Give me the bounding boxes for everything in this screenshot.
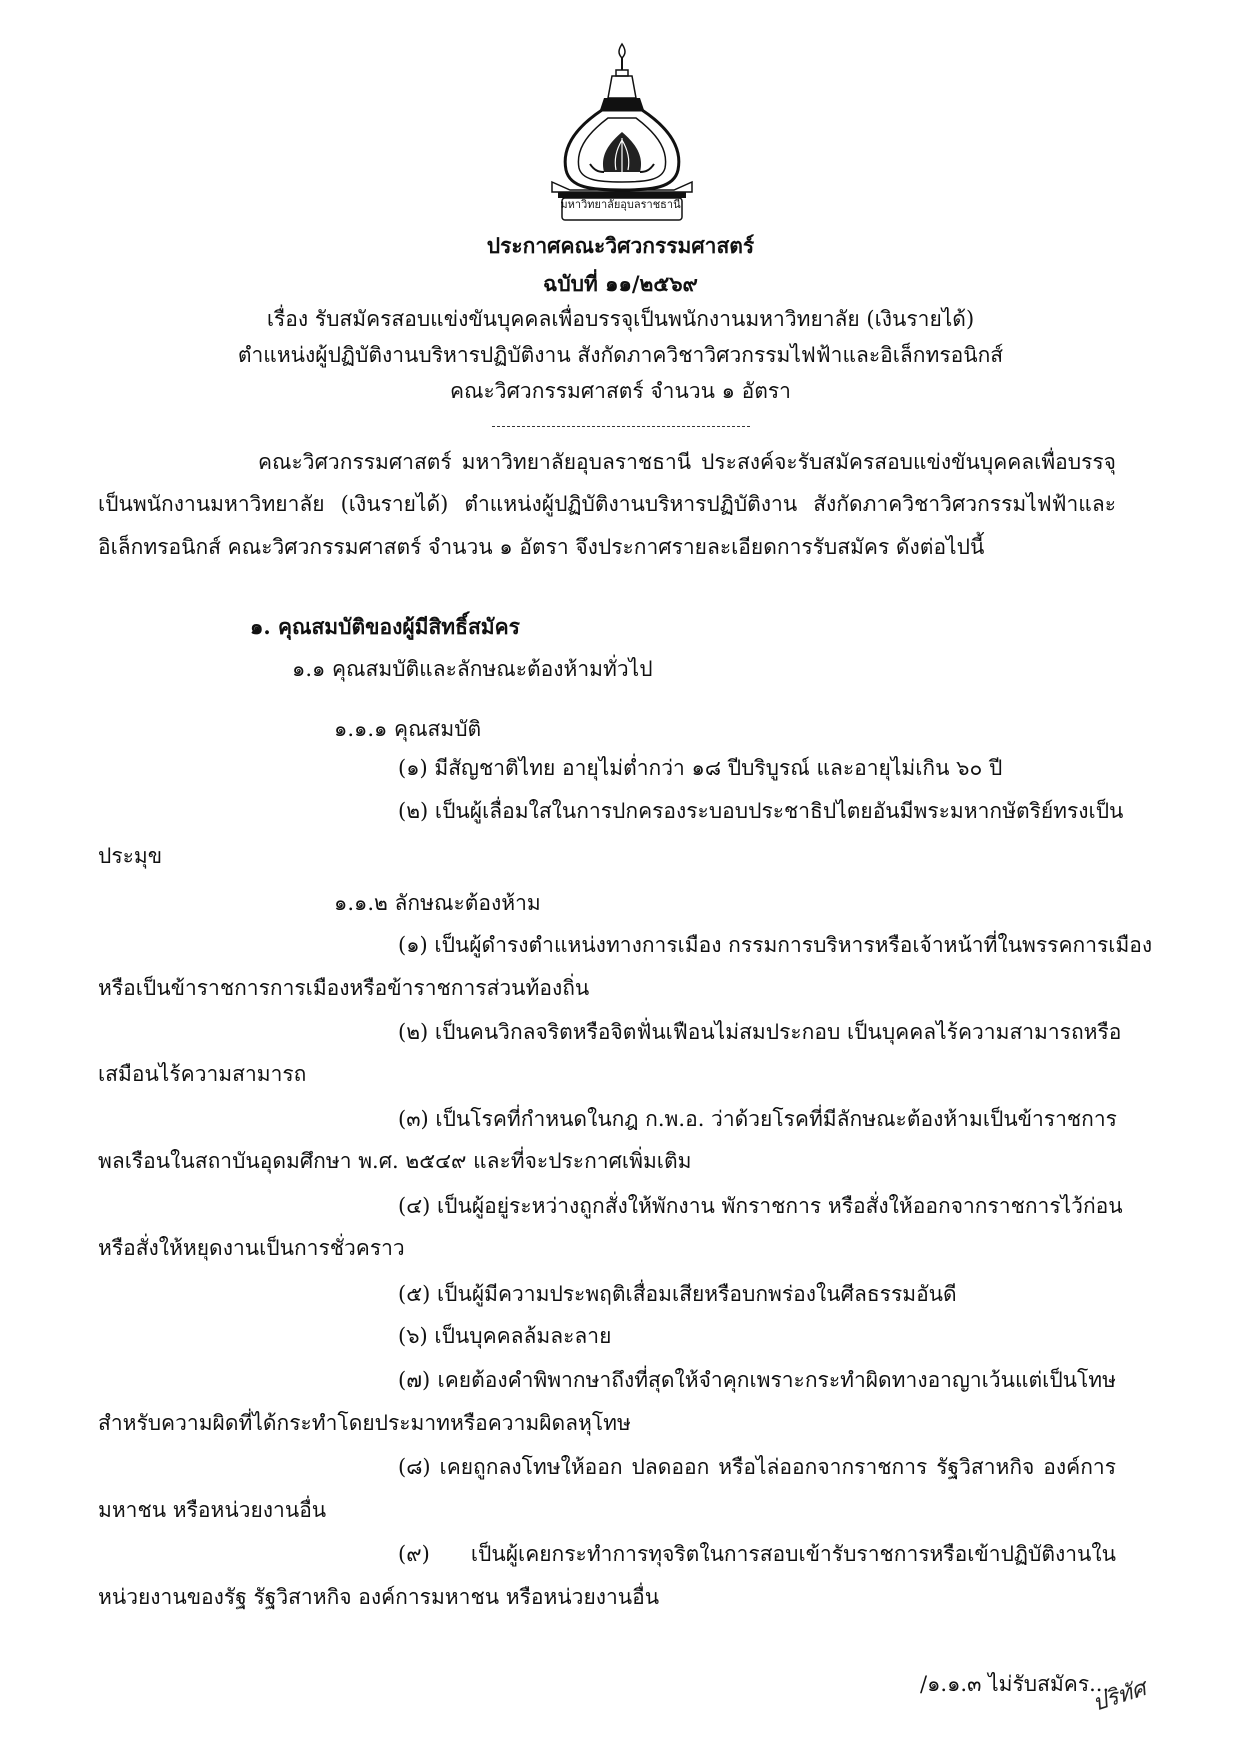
subsection-heading: ๑.๑.๑ คุณสมบัติ [334,717,482,741]
prohibition-item: (๕) เป็นผู้มีความประพฤติเสื่อมเสียหรือบกพร่องในศีลธรรมอันดี [398,1282,957,1306]
prohibition-item: (๙) เป็นผู้เคยกระทำการทุจริตในการสอบเข้ารับราชการหรือเข้าปฏิบัติงานใน [398,1542,1116,1566]
intro-line: อิเล็กทรอนิกส์ คณะวิศวกรรมศาสตร์ จำนวน ๑ อัตรา จึงประกาศรายละเอียดการรับสมัคร ดังต่อไปนี้ [98,535,985,559]
prohibition-item: (๓) เป็นโรคที่กำหนดในกฎ ก.พ.อ. ว่าด้วยโรคที่มีลักษณะต้องห้ามเป็นข้าราชการ [398,1107,1117,1131]
qualification-item-cont: ประมุข [98,844,163,868]
handwritten-initials: ปริทัศ [1089,1676,1150,1717]
faculty-line: คณะวิศวกรรมศาสตร์ จำนวน ๑ อัตรา [450,379,791,403]
intro-line: เป็นพนักงานมหาวิทยาลัย (เงินรายได้) ตำแหน่งผู้ปฏิบัติงานบริหารปฏิบัติงาน สังกัดภาควิชาวิศวกรรมไฟฟ้าและ [98,492,1116,516]
prohibition-item-cont: หรือเป็นข้าราชการการเมืองหรือข้าราชการส่วนท้องถิ่น [98,976,590,1000]
prohibition-item-cont: สำหรับความผิดที่ได้กระทำโดยประมาทหรือความผิดลหุโทษ [98,1411,631,1435]
prohibition-item: (๑) เป็นผู้ดำรงตำแหน่งทางการเมือง กรรมการบริหารหรือเจ้าหน้าที่ในพรรคการเมือง [398,933,1153,957]
qualification-item: (๑) มีสัญชาติไทย อายุไม่ต่ำกว่า ๑๘ ปีบริบูรณ์ และอายุไม่เกิน ๖๐ ปี [398,756,1003,780]
prohibition-item: (๖) เป็นบุคคลล้มละลาย [398,1324,612,1348]
subject-line: เรื่อง รับสมัครสอบแข่งขันบุคคลเพื่อบรรจุเป็นพนักงานมหาวิทยาลัย (เงินรายได้) [266,307,975,331]
seal-caption: มหาวิทยาลัยอุบลราชธานี [560,198,681,211]
prohibition-item-cont: มหาชน หรือหน่วยงานอื่น [98,1498,327,1522]
section-heading: ๑. คุณสมบัติของผู้มีสิทธิ์สมัคร [250,614,520,639]
prohibition-item-cont: หรือสั่งให้หยุดงานเป็นการชั่วคราว [98,1236,405,1260]
title-divider [492,426,750,427]
prohibition-item-cont: หน่วยงานของรัฐ รัฐวิสาหกิจ องค์การมหาชน หรือหน่วยงานอื่น [98,1585,660,1609]
document-title: ประกาศคณะวิศวกรรมศาสตร์ [486,233,755,258]
subsection-heading: ๑.๑.๒ ลักษณะต้องห้าม [334,891,541,915]
prohibition-item-cont: พลเรือนในสถาบันอุดมศึกษา พ.ศ. ๒๕๔๙ และที่จะประกาศเพิ่มเติม [98,1149,692,1173]
university-seal-icon [532,40,712,222]
prohibition-item: (๘) เคยถูกลงโทษให้ออก ปลดออก หรือไล่ออกจากราชการ รัฐวิสาหกิจ องค์การ [398,1455,1116,1479]
issue-number: ฉบับที่ ๑๑/๒๕๖๙ [543,271,698,296]
intro-line: คณะวิศวกรรมศาสตร์ มหาวิทยาลัยอุบลราชธานี ประสงค์จะรับสมัครสอบแข่งขันบุคคลเพื่อบรรจุ [258,450,1116,474]
prohibition-item-cont: เสมือนไร้ความสามารถ [98,1062,307,1086]
subsection-heading: ๑.๑ คุณสมบัติและลักษณะต้องห้ามทั่วไป [292,657,653,681]
prohibition-item: (๒) เป็นคนวิกลจริตหรือจิตฟั่นเฟือนไม่สมประกอบ เป็นบุคคลไร้ความสามารถหรือ [398,1020,1122,1044]
prohibition-item: (๔) เป็นผู้อยู่ระหว่างถูกสั่งให้พักงาน พักราชการ หรือสั่งให้ออกจากราชการไว้ก่อน [398,1194,1123,1218]
qualification-item: (๒) เป็นผู้เลื่อมใสในการปกครองระบอบประชาธิปไตยอันมีพระมหากษัตริย์ทรงเป็น [398,799,1124,823]
continuation-note: /๑.๑.๓ ไม่รับสมัคร... [920,1672,1110,1696]
position-line: ตำแหน่งผู้ปฏิบัติงานบริหารปฏิบัติงาน สังกัดภาควิชาวิศวกรรมไฟฟ้าและอิเล็กทรอนิกส์ [237,343,1004,367]
prohibition-item: (๗) เคยต้องคำพิพากษาถึงที่สุดให้จำคุกเพราะกระทำผิดทางอาญาเว้นแต่เป็นโทษ [398,1368,1116,1392]
